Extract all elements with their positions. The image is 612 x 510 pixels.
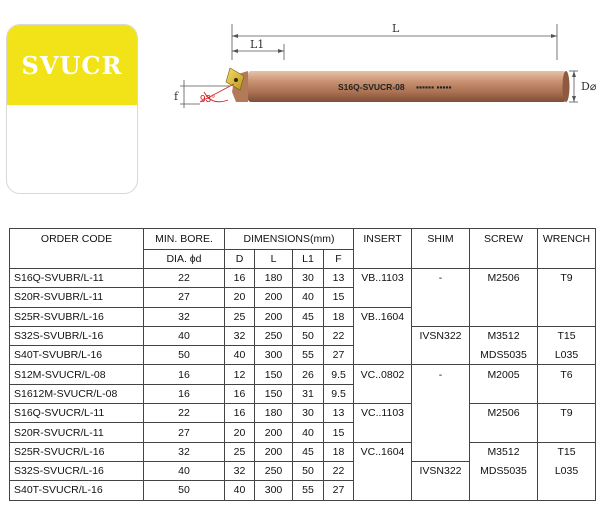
- header-insert: INSERT: [354, 229, 412, 250]
- cell-code: S16Q-SVUCR/L-11: [10, 404, 144, 423]
- cell-code: S1612M-SVUCR/L-08: [10, 384, 144, 403]
- table-row: [10, 307, 596, 326]
- cell-bore: 27: [144, 423, 225, 442]
- cell-screw: [470, 288, 538, 307]
- cell-bore: 50: [144, 481, 225, 500]
- header-wrench: WRENCH: [538, 229, 596, 250]
- header-dimensions: DIMENSIONS(mm): [225, 229, 354, 250]
- cell-shim: [412, 288, 470, 307]
- specifications-table: [9, 228, 596, 501]
- arrow-head: [572, 96, 576, 102]
- cell-wrench: [538, 384, 596, 403]
- cell-bore: 22: [144, 269, 225, 288]
- cell-l1: 31: [293, 384, 324, 403]
- cell-f: 9.5: [324, 384, 354, 403]
- cell-screw: M3512: [470, 326, 538, 345]
- cell-l: 200: [255, 307, 293, 326]
- header-wrench-cont: [538, 250, 596, 269]
- cell-insert: [354, 288, 412, 307]
- cell-d: 25: [225, 307, 255, 326]
- insert-screw: [234, 78, 238, 82]
- header-f: F: [324, 250, 354, 269]
- header-order-code-cont: [10, 250, 144, 269]
- cell-shim: -: [412, 365, 470, 384]
- cell-d: 12: [225, 365, 255, 384]
- arrow-head: [232, 49, 238, 53]
- cell-wrench: T9: [538, 404, 596, 423]
- cell-wrench: T6: [538, 365, 596, 384]
- cell-f: 15: [324, 423, 354, 442]
- cell-bore: 32: [144, 442, 225, 461]
- cell-shim: [412, 423, 470, 442]
- header-shim-cont: [412, 250, 470, 269]
- cell-shim: [412, 481, 470, 500]
- table-row: [10, 365, 596, 384]
- cell-wrench: [538, 288, 596, 307]
- shank-marking: S16Q-SVUCR-08: [338, 82, 405, 92]
- cell-f: 22: [324, 326, 354, 345]
- cell-d: 16: [225, 404, 255, 423]
- cell-f: 15: [324, 288, 354, 307]
- arrow-head: [278, 49, 284, 53]
- table-row: [10, 423, 596, 442]
- cell-code: S20R-SVUCR/L-11: [10, 423, 144, 442]
- cell-f: 13: [324, 404, 354, 423]
- cell-code: S16Q-SVUBR/L-11: [10, 269, 144, 288]
- cell-bore: 32: [144, 307, 225, 326]
- cell-d: 20: [225, 288, 255, 307]
- cell-shim: [412, 307, 470, 326]
- cell-l1: 45: [293, 307, 324, 326]
- cell-screw: MDS5035: [470, 461, 538, 480]
- cell-f: 18: [324, 442, 354, 461]
- cell-bore: 16: [144, 384, 225, 403]
- cell-l: 200: [255, 423, 293, 442]
- cell-bore: 27: [144, 288, 225, 307]
- header-min-bore-sub: DIA. ϕd: [144, 250, 225, 269]
- cell-bore: 40: [144, 326, 225, 345]
- table-body: [10, 269, 596, 501]
- cell-l1: 50: [293, 326, 324, 345]
- cell-l: 200: [255, 288, 293, 307]
- cell-d: 16: [225, 269, 255, 288]
- cell-code: S40T-SVUBR/L-16: [10, 346, 144, 365]
- cell-screw: [470, 423, 538, 442]
- diameter-label: D⌀: [581, 80, 597, 93]
- cell-wrench: [538, 423, 596, 442]
- tool-drawing: [160, 20, 610, 130]
- cell-wrench: L035: [538, 461, 596, 480]
- arrow-head: [551, 34, 557, 38]
- header-l: L: [255, 250, 293, 269]
- cell-screw: [470, 307, 538, 326]
- header-l1: L1: [293, 250, 324, 269]
- cell-f: 13: [324, 269, 354, 288]
- cell-screw: [470, 384, 538, 403]
- cell-wrench: L035: [538, 346, 596, 365]
- cell-d: 20: [225, 423, 255, 442]
- cell-wrench: T15: [538, 442, 596, 461]
- table-header-row: [10, 229, 596, 250]
- cell-bore: 22: [144, 404, 225, 423]
- cell-d: 25: [225, 442, 255, 461]
- header-insert-cont: [354, 250, 412, 269]
- cell-insert: VB..1604: [354, 307, 412, 326]
- cell-shim: IVSN322: [412, 326, 470, 345]
- cell-screw: [470, 481, 538, 500]
- cell-insert: VC..0802: [354, 365, 412, 384]
- cell-shim: [412, 442, 470, 461]
- cell-insert: [354, 423, 412, 442]
- cell-d: 40: [225, 346, 255, 365]
- header-min-bore: MIN. BORE.: [144, 229, 225, 250]
- cell-l: 300: [255, 481, 293, 500]
- cell-screw: M2005: [470, 365, 538, 384]
- cell-shim: [412, 384, 470, 403]
- cell-d: 32: [225, 461, 255, 480]
- cell-d: 40: [225, 481, 255, 500]
- cell-code: S32S-SVUCR/L-16: [10, 461, 144, 480]
- cell-d: 32: [225, 326, 255, 345]
- f-label: f: [174, 90, 179, 103]
- cell-l: 150: [255, 384, 293, 403]
- cell-code: S12M-SVUCR/L-08: [10, 365, 144, 384]
- table-row: [10, 442, 596, 461]
- table-row: [10, 326, 596, 345]
- cell-insert: [354, 326, 412, 345]
- header-screw-cont: [470, 250, 538, 269]
- cell-insert: [354, 461, 412, 480]
- cell-l1: 30: [293, 269, 324, 288]
- table-row: [10, 481, 596, 500]
- cell-l: 250: [255, 326, 293, 345]
- header-d: D: [225, 250, 255, 269]
- cell-f: 27: [324, 346, 354, 365]
- cell-d: 16: [225, 384, 255, 403]
- table-row: [10, 269, 596, 288]
- table-row: [10, 288, 596, 307]
- header-order-code: ORDER CODE: [10, 229, 144, 250]
- badge-title: SVUCR: [21, 50, 123, 80]
- cell-insert: VC..1604: [354, 442, 412, 461]
- shank-end: [563, 71, 570, 102]
- cell-shim: IVSN322: [412, 461, 470, 480]
- cell-insert: [354, 346, 412, 365]
- shank-small-marking: ▪▪▪▪▪▪ ▪▪▪▪▪: [416, 82, 452, 92]
- table-row: [10, 384, 596, 403]
- header-screw: SCREW: [470, 229, 538, 250]
- cell-insert: [354, 384, 412, 403]
- cell-bore: 40: [144, 461, 225, 480]
- cell-l1: 50: [293, 461, 324, 480]
- cell-l1: 40: [293, 288, 324, 307]
- cell-shim: -: [412, 269, 470, 288]
- table-row: [10, 404, 596, 423]
- cell-wrench: T15: [538, 326, 596, 345]
- cell-f: 27: [324, 481, 354, 500]
- cell-l: 180: [255, 269, 293, 288]
- cell-wrench: T9: [538, 269, 596, 288]
- cell-shim: [412, 346, 470, 365]
- cell-insert: VC..1103: [354, 404, 412, 423]
- cell-l1: 55: [293, 481, 324, 500]
- cell-l: 180: [255, 404, 293, 423]
- cell-f: 18: [324, 307, 354, 326]
- header-shim: SHIM: [412, 229, 470, 250]
- cell-l: 250: [255, 461, 293, 480]
- cell-screw: M2506: [470, 269, 538, 288]
- cell-screw: M2506: [470, 404, 538, 423]
- cell-l: 150: [255, 365, 293, 384]
- cell-l: 200: [255, 442, 293, 461]
- badge-header: [7, 25, 137, 105]
- cell-bore: 50: [144, 346, 225, 365]
- cell-l1: 30: [293, 404, 324, 423]
- cell-code: S32S-SVUBR/L-16: [10, 326, 144, 345]
- cell-code: S25R-SVUCR/L-16: [10, 442, 144, 461]
- table-subheader-row: [10, 250, 596, 269]
- cell-insert: [354, 481, 412, 500]
- cell-l1: 40: [293, 423, 324, 442]
- arrow-head: [232, 34, 238, 38]
- cell-f: 22: [324, 461, 354, 480]
- tool-shank: [248, 71, 566, 102]
- table-row: [10, 346, 596, 365]
- l1-label: L1: [250, 38, 265, 51]
- cell-l1: 26: [293, 365, 324, 384]
- cell-code: S40T-SVUCR/L-16: [10, 481, 144, 500]
- cell-bore: 16: [144, 365, 225, 384]
- cell-screw: M3512: [470, 442, 538, 461]
- cell-insert: VB..1103: [354, 269, 412, 288]
- cell-code: S20R-SVUBR/L-11: [10, 288, 144, 307]
- table-row: [10, 461, 596, 480]
- cell-screw: MDS5035: [470, 346, 538, 365]
- cell-shim: [412, 404, 470, 423]
- cell-wrench: [538, 307, 596, 326]
- cell-f: 9.5: [324, 365, 354, 384]
- cell-l1: 55: [293, 346, 324, 365]
- cell-l: 300: [255, 346, 293, 365]
- length-label: L: [392, 22, 400, 35]
- product-badge: [6, 24, 138, 194]
- cell-code: S25R-SVUBR/L-16: [10, 307, 144, 326]
- angle-label: 93°: [200, 94, 216, 105]
- cell-l1: 45: [293, 442, 324, 461]
- cell-wrench: [538, 481, 596, 500]
- arrow-head: [572, 71, 576, 77]
